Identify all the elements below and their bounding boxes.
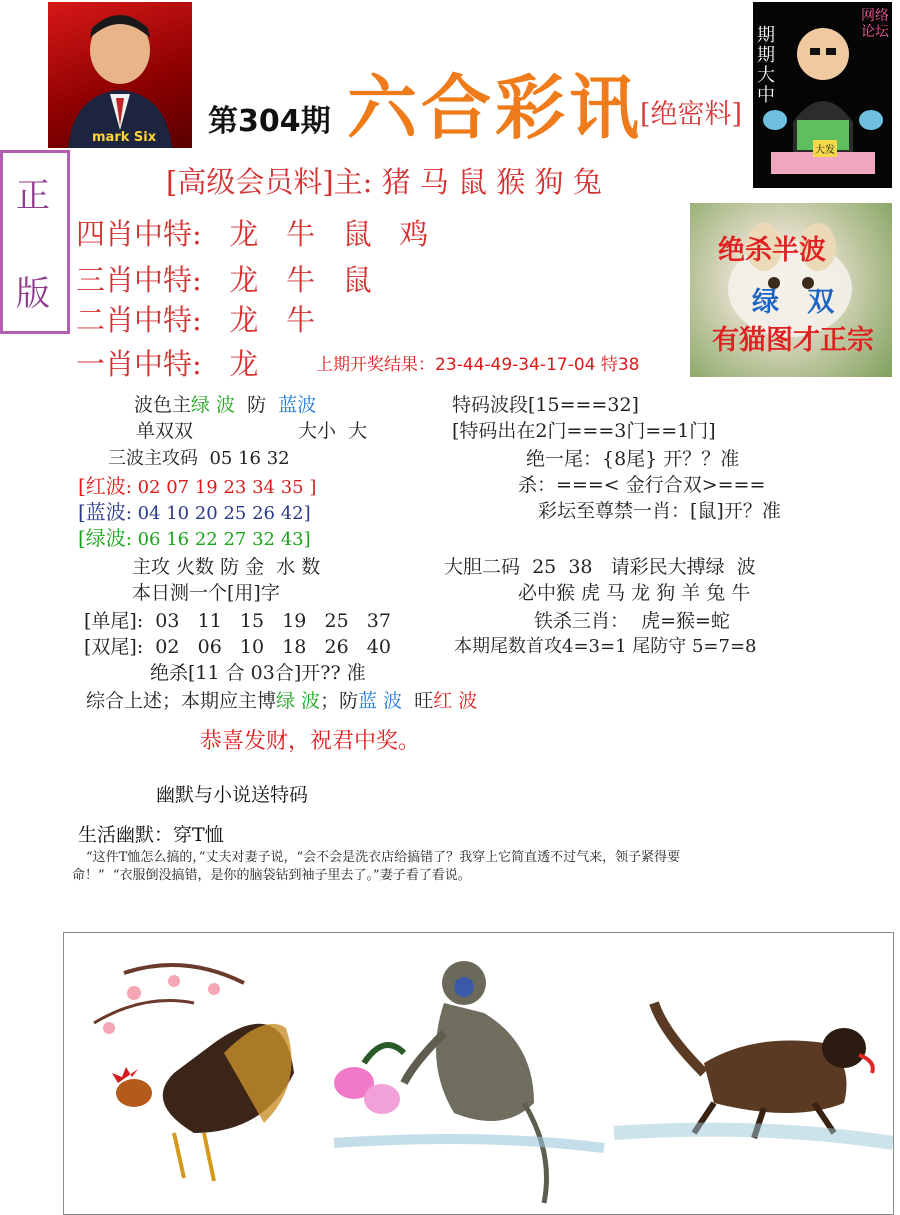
cartoon-text-left: 期期大中 xyxy=(757,25,775,106)
joke-title: 生活幽默：穿T恤 xyxy=(78,824,224,846)
page-title: 六合彩讯 xyxy=(347,66,643,149)
must-hit: 必中猴 虎 马 龙 狗 羊 兔 牛 xyxy=(518,582,751,604)
red-wave-row xyxy=(78,470,316,499)
summary-red: 红 波 xyxy=(433,690,478,712)
single-tail: [单尾]: 03 11 15 19 25 37 xyxy=(84,610,391,632)
dog-painting-icon xyxy=(614,1003,893,1143)
green-wave-numbers: : 06 16 22 27 32 43] xyxy=(125,529,311,550)
wave-main-guard: 防 xyxy=(235,394,279,416)
summary-a: 综合上述；本期应主博 xyxy=(86,690,277,712)
cat-box-line2: 绿 双 xyxy=(752,287,835,318)
three-wave: 三波主攻码 05 16 32 xyxy=(108,448,290,469)
cartoon-text-right: 网络论坛 xyxy=(861,8,889,40)
portrait-logo: mark Six xyxy=(92,130,157,145)
special-band: 特码波段[15===32] xyxy=(452,394,639,416)
blue-wave-label: [蓝波 xyxy=(78,500,126,524)
joke-line2: 命！” “衣服倒没搞错，是你的脑袋钻到袖子里去了。”妻子看了看说。 xyxy=(72,868,471,883)
painting-panel xyxy=(63,932,894,1215)
odd-even: 单双双 xyxy=(136,420,194,442)
big-small: 大小 大 xyxy=(298,420,368,442)
joke-line1: “这件T恤怎么搞的，”丈夫对妻子说，“会不会是洗衣店给搞错了？我穿上它简直透不过气来，领子紧得要 xyxy=(86,850,681,865)
wave-main xyxy=(134,390,316,417)
rooster-painting-icon xyxy=(94,965,294,1181)
red-wave-numbers: : 02 07 19 23 34 35 ] xyxy=(125,477,317,498)
joke-heading: 幽默与小说送特码 xyxy=(156,784,309,806)
portrait-photo xyxy=(48,2,192,148)
vip-line: [高级会员料]主: 猪 马 鼠 猴 狗 兔 xyxy=(166,165,602,199)
issue-number: 第304期 xyxy=(208,104,331,139)
char-test: 本日测一个[用]字 xyxy=(132,582,280,604)
kill-line: 绝杀[11 合 03合]开?? 准 xyxy=(150,662,366,684)
forbidden-zodiac: 彩坛至尊禁一肖：[鼠]开？准 xyxy=(538,500,781,522)
cartoon-badge: 大发 xyxy=(813,140,837,157)
kill-combo: 杀：===< 金行合双>=== xyxy=(518,474,766,496)
monkey-painting-icon xyxy=(334,961,604,1203)
pick-three: 三肖中特: 龙 牛 鼠 xyxy=(76,263,372,297)
genuine-badge-char1: 正 xyxy=(16,176,50,216)
congrats: 恭喜发财，祝君中奖。 xyxy=(200,729,421,754)
blue-wave-row xyxy=(78,496,311,525)
pick-two: 二肖中特: 龙 牛 xyxy=(76,303,316,337)
last-draw-result: 上期开奖结果：23-44-49-34-17-04 特38 xyxy=(316,355,640,375)
wave-main-blue: 蓝波 xyxy=(278,394,317,416)
wave-main-green: 绿 波 xyxy=(191,394,236,416)
pick-one: 一肖中特: 龙 xyxy=(76,347,259,381)
green-wave-row xyxy=(78,522,311,551)
double-tail: [双尾]: 02 06 10 18 26 40 xyxy=(84,636,391,658)
genuine-badge-char2: 版 xyxy=(16,274,50,314)
blue-wave-numbers: : 04 10 20 25 26 42] xyxy=(125,503,311,524)
summary-c: 旺 xyxy=(402,690,434,712)
kill-three: 铁杀三肖： 虎=猴=蛇 xyxy=(534,610,730,632)
cartoon-figure-icon xyxy=(753,2,892,188)
one-tail: 绝一尾：{8尾} 开？？准 xyxy=(526,448,740,470)
summary-blue: 蓝 波 xyxy=(358,690,403,712)
summary-b: ；防 xyxy=(320,690,359,712)
cat-box-line3: 有猫图才正宗 xyxy=(712,325,874,356)
green-wave-label: [绿波 xyxy=(78,526,126,550)
bold-two: 大胆二码 25 38 请彩民大搏绿 波 xyxy=(444,556,756,578)
summary-line xyxy=(86,686,477,713)
wave-main-prefix: 波色主 xyxy=(134,394,192,416)
tail-attack: 本期尾数首攻4=3=1 尾防守 5=7=8 xyxy=(454,636,757,657)
title-subtitle: [绝密料] xyxy=(640,99,743,130)
summary-green: 绿 波 xyxy=(276,690,321,712)
pick-four: 四肖中特: 龙 牛 鼠 鸡 xyxy=(76,217,429,251)
attack-line: 主攻 火数 防 金 水 数 xyxy=(132,556,321,578)
special-door: [特码出在2门===3门==1门] xyxy=(452,420,716,442)
red-wave-label: [红波 xyxy=(78,474,126,498)
cat-box-line1: 绝杀半波 xyxy=(718,235,826,266)
